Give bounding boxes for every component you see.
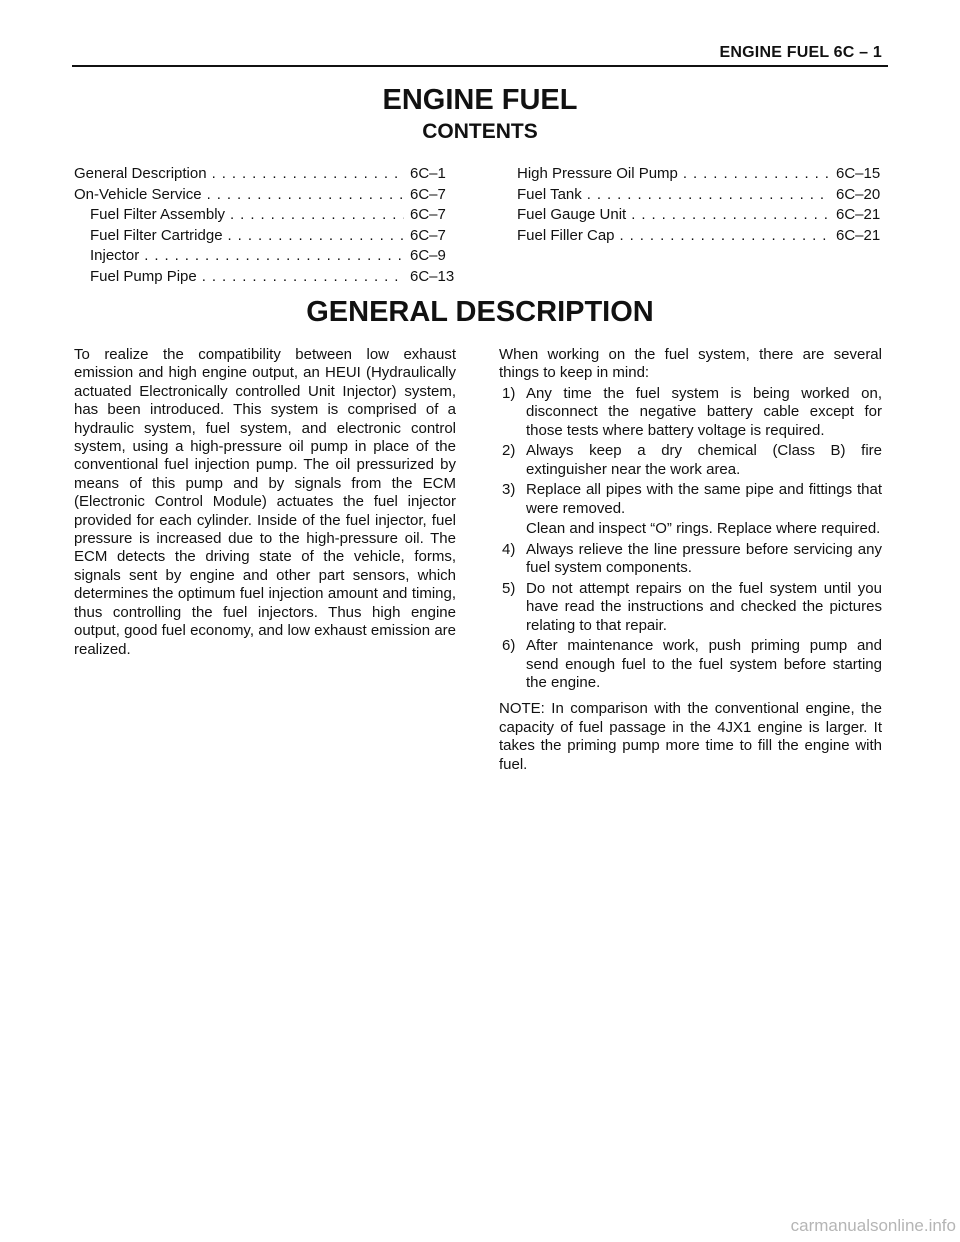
precaution-item (499, 580, 882, 635)
toc-entry (74, 267, 456, 288)
toc-entry-page: 6C–20 (836, 185, 881, 203)
toc-entry (517, 226, 882, 247)
toc-entry-page: 6C–21 (836, 226, 881, 244)
toc-leader-dots (683, 164, 830, 185)
toc-leader-dots (228, 226, 404, 247)
toc-entry (74, 185, 456, 206)
toc-entry-label: Fuel Gauge Unit (517, 206, 627, 223)
precaution-item (499, 541, 882, 578)
toc-entry-page: 6C–7 (410, 206, 446, 223)
toc-entry-page: 6C–9 (410, 247, 446, 264)
toc-entry-label: Injector (90, 247, 140, 264)
precaution-item (499, 442, 882, 479)
precaution-text: Always keep a dry chemical (Class B) fire extinguisher near the work area. (526, 442, 882, 478)
precaution-text: After maintenance work, push priming pump and send enough fuel to the fuel system before starting the engine. (526, 637, 882, 692)
toc-entry (517, 185, 882, 206)
toc-entry-page: 6C–7 (410, 226, 446, 244)
toc-entry-page: 6C–15 (836, 165, 881, 182)
precaution-text: Any time the fuel system is being worked on, disconnect the negative battery cable except for those tests where battery voltage is required. (526, 384, 882, 439)
toc-entry (517, 205, 882, 226)
toc-entry-label: Fuel Tank (517, 185, 582, 203)
toc-leader-dots (212, 164, 404, 185)
toc-entry-label: Fuel Filter Assembly (90, 206, 226, 223)
precaution-number: 6) (502, 637, 516, 655)
running-header: ENGINE FUEL 6C – 1 (719, 44, 882, 61)
precautions-list (499, 385, 882, 693)
toc-entry (74, 246, 456, 267)
precaution-item (499, 481, 882, 518)
toc-leader-dots (587, 185, 830, 206)
precaution-number: 1) (502, 384, 516, 402)
toc-entry (74, 205, 456, 226)
precaution-number: 3) (502, 481, 516, 499)
toc-leader-dots (230, 205, 404, 226)
precaution-item (499, 637, 882, 692)
precaution-text: Always relieve the line pressure before servicing any fuel system components. (526, 540, 882, 577)
precautions-intro: When working on the fuel system, there are several things to keep in mind: (499, 346, 882, 382)
precaution-number: 2) (502, 442, 516, 460)
toc-entry-label: Fuel Pump Pipe (90, 267, 197, 285)
contents-heading: CONTENTS (422, 120, 538, 143)
toc-entry-page: 6C–21 (836, 206, 881, 223)
toc-entry-label: General Description (74, 165, 207, 182)
toc-entry-page: 6C–7 (410, 185, 446, 203)
left-text-column (74, 346, 456, 659)
toc-entry-page: 6C–1 (410, 165, 446, 182)
section-title: GENERAL DESCRIPTION (306, 296, 654, 328)
toc-leader-dots (202, 267, 404, 288)
toc-left-column (74, 164, 456, 287)
toc-entry-label: On-Vehicle Service (74, 185, 202, 203)
toc-entry-label: High Pressure Oil Pump (517, 165, 678, 182)
note-paragraph: NOTE: In comparison with the conventional engine, the capacity of fuel passage in the 4JX1 engine is larger. It takes the priming pump more time to fill the engine with fuel. (499, 700, 882, 773)
precaution-text: Replace all pipes with the same pipe and fittings that were removed. (526, 481, 882, 517)
page-title: ENGINE FUEL (382, 84, 578, 116)
toc-entry (74, 226, 456, 247)
precaution-item (499, 385, 882, 440)
precaution-text: Do not attempt repairs on the fuel system until you have read the instructions and checked the pictures relating to that repair. (526, 579, 882, 634)
precaution-number: 5) (502, 579, 516, 597)
toc-entry (74, 164, 456, 185)
toc-entry-label: Fuel Filter Cartridge (90, 226, 223, 244)
toc-entry-label: Fuel Filler Cap (517, 226, 615, 244)
header-rule (72, 65, 888, 67)
precaution-number: 4) (502, 540, 516, 558)
toc-right-column (517, 164, 882, 246)
toc-leader-dots (631, 205, 830, 226)
description-paragraph: To realize the compatibility between low exhaust emission and high engine output, an HEUI (Hydraulically actuated Electronically controlled Unit Injector) system, has been introduced. This system is comprised of a hydraulic system, fuel system, and electronic control system, using a high-pressure oil pump in place of the conventional fuel injection pump. The oil pressurized by means of this pump and by signals from the ECM (Electronic Control Module) actuates the fuel injector provided for each cylinder. Inside of the fuel injector, fuel pressure is increased due to the high-pressure oil. The ECM detects the driving state of the vehicle, forms, signals sent by engine and other part sensors, which determines the optimum fuel injection amount and timing, thus controlling the fuel injectors. Thus high engine output, good fuel economy, and low exhaust emission are realized. (74, 346, 456, 658)
precaution-subtext: Clean and inspect “O” rings. Replace where required. (526, 520, 881, 538)
toc-leader-dots (144, 246, 404, 267)
toc-leader-dots (207, 185, 404, 206)
toc-entry (517, 164, 882, 185)
right-text-column (499, 346, 882, 774)
toc-entry-page: 6C–13 (410, 267, 455, 285)
toc-leader-dots (620, 226, 830, 247)
watermark: carmanualsonline.info (790, 1216, 956, 1235)
